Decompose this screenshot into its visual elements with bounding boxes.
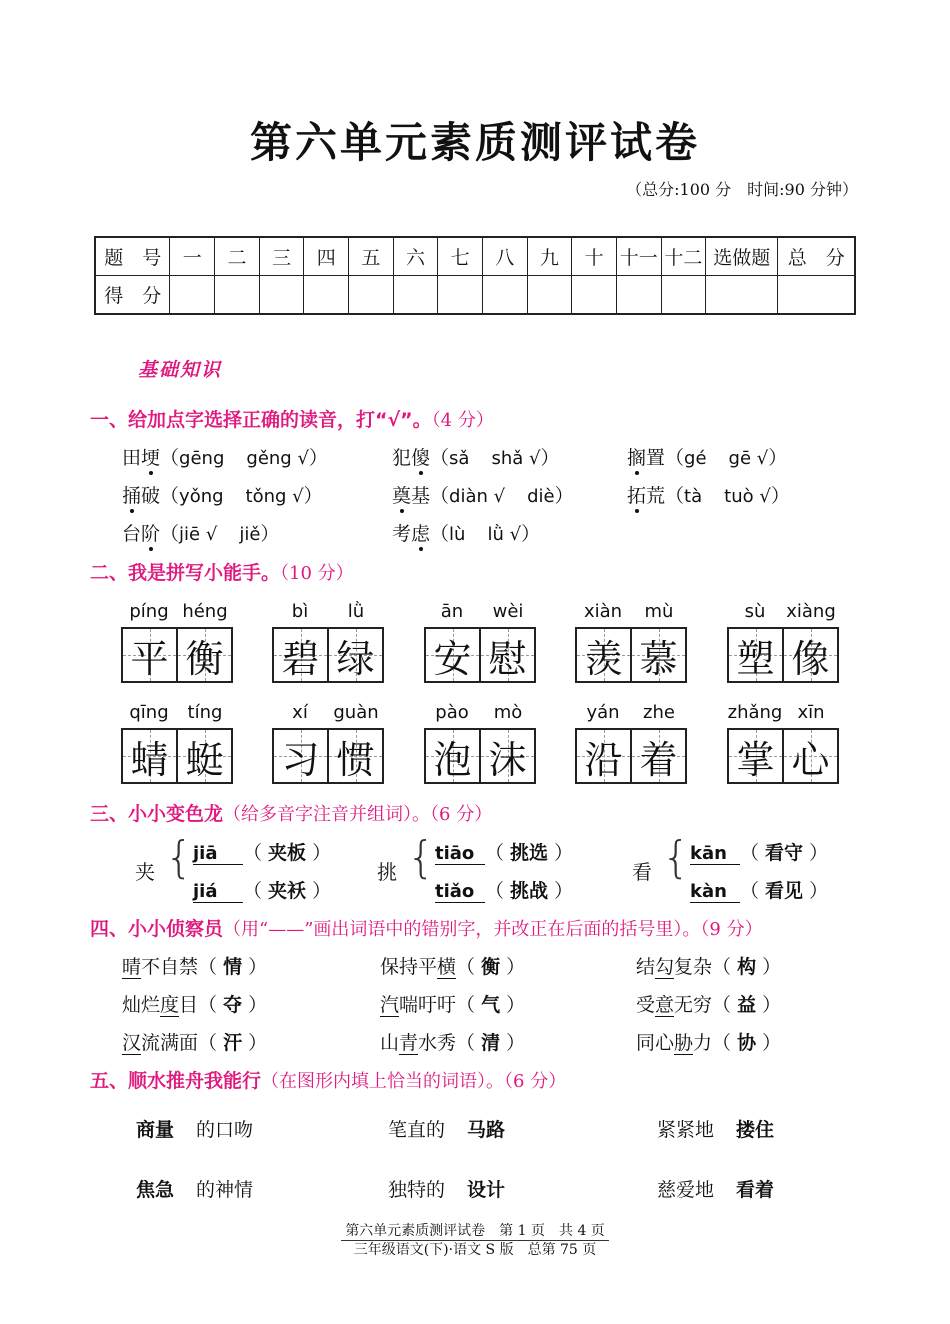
dotted-char: 拓 xyxy=(627,485,647,507)
written-char: 蜓 xyxy=(185,737,224,782)
pinyin-label: yán xyxy=(586,702,620,723)
correction: 构 xyxy=(737,956,757,978)
paren: （ xyxy=(456,956,482,978)
paren: （ xyxy=(198,994,224,1016)
option-a: diàn √ xyxy=(449,486,506,507)
word-answer: 挑战 xyxy=(510,880,549,902)
score-table-header-cell: 四 xyxy=(304,237,349,276)
paren: ） xyxy=(756,956,782,978)
written-char: 碧 xyxy=(281,636,320,681)
word-char: 荒 xyxy=(646,485,666,507)
correction: 汗 xyxy=(223,1032,243,1054)
page-title: 第六单元素质测评试卷 xyxy=(249,118,700,167)
grid-cell xyxy=(327,730,382,782)
score-cell[interactable] xyxy=(438,276,483,315)
option-b: tǒng √ xyxy=(245,486,304,507)
q5-title: 五、顺水推舟我能行 xyxy=(90,1070,262,1092)
grid-cell xyxy=(782,629,837,681)
brace: { xyxy=(165,832,193,883)
polyphone-char: 挑 xyxy=(377,860,397,884)
q5-score: 。（6 分） xyxy=(486,1071,567,1092)
q3-score: 。（6 分） xyxy=(412,804,493,825)
score-cell[interactable] xyxy=(527,276,572,315)
q3-note: （给多音字注音并组词） xyxy=(223,804,413,825)
paren: （ xyxy=(198,956,224,978)
score-table-header-cell: 十二 xyxy=(661,237,706,276)
wrong-char: 青 xyxy=(399,1032,419,1054)
word-part: 保持平 xyxy=(380,956,438,978)
fill-answer: 设计 xyxy=(467,1179,506,1201)
fill-answer: 焦急 xyxy=(136,1179,175,1201)
q4-item xyxy=(380,1028,525,1055)
score-table-header-cell: 十 xyxy=(572,237,617,276)
paren: ） xyxy=(306,842,332,864)
writing-box xyxy=(272,728,384,784)
option-b: diè xyxy=(527,486,555,507)
paren: ） xyxy=(770,485,790,507)
q5-item xyxy=(388,1175,505,1202)
word-char: 犯 xyxy=(392,447,412,469)
score-table-header-cell: 九 xyxy=(527,237,572,276)
q5-heading xyxy=(90,1066,566,1093)
written-char: 蜻 xyxy=(130,737,169,782)
word-part: 目 xyxy=(179,994,199,1016)
word-part: 山 xyxy=(380,1032,400,1054)
wrong-char: 胁 xyxy=(674,1032,694,1054)
q4-item xyxy=(636,952,781,979)
score-table-header-cell: 七 xyxy=(438,237,483,276)
word-part: 同心 xyxy=(636,1032,675,1054)
word-part: 力 xyxy=(693,1032,713,1054)
grid-cell xyxy=(176,629,231,681)
brace: { xyxy=(662,832,690,883)
written-char: 沫 xyxy=(488,737,527,782)
word-char: 置 xyxy=(646,447,666,469)
score-cell[interactable] xyxy=(349,276,394,315)
paren: ） xyxy=(308,447,328,469)
q4-item xyxy=(122,990,267,1017)
writing-box xyxy=(121,627,233,683)
word-char: 台 xyxy=(122,523,142,545)
dotted-char: 虑 xyxy=(411,523,431,545)
wrong-char: 晴 xyxy=(122,956,142,978)
polyphone-line xyxy=(690,876,828,903)
correction: 益 xyxy=(737,994,757,1016)
word-part: 结 xyxy=(636,956,656,978)
wrong-char: 度 xyxy=(160,994,180,1016)
paren: （ xyxy=(243,842,269,864)
written-char: 慰 xyxy=(488,636,527,681)
pinyin-answer: tiǎo xyxy=(435,881,485,903)
option-a: gé xyxy=(684,448,707,469)
score-table-header-cell: 五 xyxy=(349,237,394,276)
score-cell[interactable] xyxy=(170,276,215,315)
wrong-char: 勾 xyxy=(655,956,675,978)
q5-item xyxy=(657,1175,774,1202)
grid-cell xyxy=(426,730,479,782)
option-b: lǜ √ xyxy=(487,524,522,545)
q3-heading xyxy=(90,799,492,826)
writing-box xyxy=(424,627,536,683)
pinyin-label: héng xyxy=(182,601,228,622)
paren: ） xyxy=(242,956,268,978)
written-char: 习 xyxy=(281,737,320,782)
pinyin-answer: jiā xyxy=(193,843,243,865)
option-b: tuò √ xyxy=(724,486,771,507)
option-a: sǎ xyxy=(449,448,470,469)
writing-box xyxy=(121,728,233,784)
q2-heading xyxy=(90,558,354,585)
q1-score: （4 分） xyxy=(431,410,494,431)
polyphone-line xyxy=(435,876,573,903)
paren: ） xyxy=(521,523,541,545)
grid-cell xyxy=(123,730,176,782)
pinyin-label: pào xyxy=(435,702,469,723)
option-a: tà xyxy=(684,486,703,507)
paren: （ xyxy=(160,447,180,469)
word-answer: 看守 xyxy=(765,842,804,864)
q4-heading xyxy=(90,914,763,941)
q4-item xyxy=(122,952,267,979)
word-part: 灿烂 xyxy=(122,994,161,1016)
score-table-header-cell: 题 号 xyxy=(95,237,170,276)
score-table-header-row xyxy=(95,237,855,276)
paren: （ xyxy=(160,523,180,545)
word-char: 破 xyxy=(141,485,161,507)
word-char: 田 xyxy=(122,447,142,469)
wrong-char: 意 xyxy=(655,994,675,1016)
paren: （ xyxy=(198,1032,224,1054)
dotted-char: 捅 xyxy=(122,485,142,507)
exam-meta: （总分:100 分 时间:90 分钟） xyxy=(626,180,858,199)
q4-score: 。（9 分） xyxy=(682,919,763,940)
word-part: 复杂 xyxy=(674,956,713,978)
pinyin-answer: kàn xyxy=(690,881,740,903)
wrong-char: 横 xyxy=(437,956,457,978)
grid-cell xyxy=(729,629,782,681)
score-table-score-row xyxy=(95,276,855,315)
pinyin-answer: kān xyxy=(690,843,740,865)
correction: 衡 xyxy=(481,956,501,978)
written-char: 塑 xyxy=(736,636,775,681)
correction: 情 xyxy=(223,956,243,978)
q1-title: 一、给加点字选择正确的读音，打“√”。 xyxy=(90,409,432,431)
pinyin-label: mù xyxy=(644,601,674,622)
paren: ） xyxy=(500,994,526,1016)
grid-cell xyxy=(426,629,479,681)
paren: ） xyxy=(756,994,782,1016)
score-table-header-cell: 一 xyxy=(170,237,215,276)
written-char: 心 xyxy=(791,737,830,782)
word-part: 水秀 xyxy=(418,1032,457,1054)
option-a: yǒng xyxy=(179,486,224,507)
polyphone-char: 看 xyxy=(632,860,652,884)
pinyin-label: píng xyxy=(129,601,169,622)
paren: （ xyxy=(665,447,685,469)
brace: { xyxy=(407,832,435,883)
q2-score: （10 分） xyxy=(280,563,354,584)
pinyin-label: xiàn xyxy=(583,601,623,622)
footer xyxy=(0,1222,950,1259)
dotted-char: 埂 xyxy=(141,447,161,469)
wrong-char: 汽 xyxy=(380,994,400,1016)
grid-cell xyxy=(479,730,534,782)
word-part: 喘吁吁 xyxy=(399,994,457,1016)
grid-cell xyxy=(782,730,837,782)
paren: ） xyxy=(768,447,788,469)
grid-cell xyxy=(729,730,782,782)
paren: （ xyxy=(740,880,766,902)
score-cell[interactable] xyxy=(259,276,304,315)
written-char: 平 xyxy=(130,636,169,681)
score-cell[interactable] xyxy=(304,276,349,315)
pinyin-label: ān xyxy=(440,601,464,622)
written-char: 慕 xyxy=(639,636,678,681)
q3-title: 三、小小变色龙 xyxy=(90,803,224,825)
fill-answer: 商量 xyxy=(136,1119,175,1141)
fill-answer: 马路 xyxy=(467,1119,506,1141)
score-cell[interactable] xyxy=(572,276,617,315)
written-char: 绿 xyxy=(336,636,375,681)
grid-cell xyxy=(577,730,630,782)
writing-box xyxy=(575,728,687,784)
q1-item xyxy=(122,519,279,546)
score-cell[interactable] xyxy=(661,276,706,315)
written-char: 安 xyxy=(433,636,472,681)
paren: ） xyxy=(260,523,280,545)
polyphone-char: 夹 xyxy=(135,860,155,884)
paren: （ xyxy=(712,1032,738,1054)
paren: （ xyxy=(456,994,482,1016)
word-part: 不自禁 xyxy=(141,956,199,978)
q4-title: 四、小小侦察员 xyxy=(90,918,224,940)
paren: ） xyxy=(548,880,574,902)
option-b: shǎ √ xyxy=(491,448,541,469)
paren: ） xyxy=(306,880,332,902)
grid-cell xyxy=(176,730,231,782)
dotted-char: 搁 xyxy=(627,447,647,469)
written-char: 沿 xyxy=(584,737,623,782)
word-part: 慈爱地 xyxy=(657,1179,715,1201)
q4-item xyxy=(380,990,525,1017)
polyphone-line xyxy=(435,838,573,865)
score-table-header-cell: 十一 xyxy=(616,237,661,276)
pinyin-label: bì xyxy=(291,601,309,622)
paren: （ xyxy=(456,1032,482,1054)
paren: ） xyxy=(242,1032,268,1054)
q1-item xyxy=(122,443,328,470)
q5-item xyxy=(136,1175,253,1202)
correction: 夺 xyxy=(223,994,243,1016)
grid-cell xyxy=(327,629,382,681)
pinyin-label: sù xyxy=(744,601,766,622)
pinyin-label: lǜ xyxy=(347,601,365,622)
pinyin-label: xiàng xyxy=(786,601,836,622)
writing-box xyxy=(424,728,536,784)
word-part: 独特的 xyxy=(388,1179,446,1201)
writing-box xyxy=(727,728,839,784)
q4-item xyxy=(122,1028,267,1055)
pinyin-label: wèi xyxy=(492,601,524,622)
correction: 协 xyxy=(737,1032,757,1054)
paren: ） xyxy=(756,1032,782,1054)
dotted-char: 傻 xyxy=(411,447,431,469)
paren: ） xyxy=(548,842,574,864)
word-answer: 夹板 xyxy=(268,842,307,864)
fill-answer: 搂住 xyxy=(736,1119,775,1141)
paren: ） xyxy=(803,880,829,902)
wrong-char: 汉 xyxy=(122,1032,142,1054)
grid-cell xyxy=(123,629,176,681)
word-char: 基 xyxy=(411,485,431,507)
pinyin-answer: tiāo xyxy=(435,843,485,865)
written-char: 掌 xyxy=(736,737,775,782)
option-a: jiē √ xyxy=(179,524,218,545)
score-table-header-cell: 六 xyxy=(393,237,438,276)
score-cell[interactable] xyxy=(215,276,260,315)
written-char: 着 xyxy=(639,737,678,782)
written-char: 泡 xyxy=(433,737,472,782)
score-cell[interactable] xyxy=(482,276,527,315)
paren: （ xyxy=(430,485,450,507)
word-part: 流满面 xyxy=(141,1032,199,1054)
q4-item xyxy=(636,1028,781,1055)
dotted-char: 阶 xyxy=(141,523,161,545)
grid-cell xyxy=(577,629,630,681)
paren: ） xyxy=(303,485,323,507)
q4-item xyxy=(636,990,781,1017)
word-answer: 挑选 xyxy=(510,842,549,864)
score-table-header-cell: 三 xyxy=(259,237,304,276)
polyphone-line xyxy=(193,876,331,903)
grid-cell xyxy=(274,629,327,681)
q1-item xyxy=(392,443,560,470)
word-part: 紧紧地 xyxy=(657,1119,715,1141)
written-char: 惯 xyxy=(336,737,375,782)
word-answer: 夹袄 xyxy=(268,880,307,902)
correction: 气 xyxy=(481,994,501,1016)
option-b: gē √ xyxy=(728,448,769,469)
score-table-header-cell: 选做题 xyxy=(706,237,778,276)
score-table-row-label: 得 分 xyxy=(95,276,170,315)
pinyin-label: tíng xyxy=(187,702,223,723)
pinyin-label: mò xyxy=(493,702,523,723)
pinyin-label: xí xyxy=(292,702,308,723)
q1-item xyxy=(392,481,574,508)
q5-note: （在图形内填上恰当的词语） xyxy=(261,1071,487,1092)
word-part: 受 xyxy=(636,994,656,1016)
paren: （ xyxy=(485,880,511,902)
word-answer: 看见 xyxy=(765,880,804,902)
score-cell[interactable] xyxy=(393,276,438,315)
paren: （ xyxy=(740,842,766,864)
q5-item xyxy=(136,1115,253,1142)
word-part: 的神情 xyxy=(196,1179,254,1201)
pinyin-label: guàn xyxy=(333,702,379,723)
written-char: 羡 xyxy=(584,636,623,681)
pinyin-label: zhǎng xyxy=(727,702,783,723)
written-char: 像 xyxy=(791,636,830,681)
score-table-header-cell: 总 分 xyxy=(778,237,855,276)
q1-item xyxy=(627,481,790,508)
footer-line-2: 三年级语文(下)·语文 S 版 总第 75 页 xyxy=(353,1242,597,1258)
grid-cell xyxy=(630,730,685,782)
pinyin-label: qīng xyxy=(129,702,169,723)
paren: （ xyxy=(430,523,450,545)
score-cell[interactable] xyxy=(706,276,778,315)
pinyin-answer: jiá xyxy=(193,881,243,903)
paren: ） xyxy=(500,1032,526,1054)
q2-title: 二、我是拼写小能手。 xyxy=(90,562,281,584)
paren: ） xyxy=(803,842,829,864)
option-b: jiě xyxy=(239,524,261,545)
grid-cell xyxy=(479,629,534,681)
paren: ） xyxy=(500,956,526,978)
fill-answer: 看着 xyxy=(736,1179,775,1201)
paren: ） xyxy=(554,485,574,507)
score-table-header-cell: 八 xyxy=(482,237,527,276)
paren: （ xyxy=(485,842,511,864)
polyphone-line xyxy=(193,838,331,865)
option-b: gěng √ xyxy=(246,448,309,469)
pinyin-label: zhe xyxy=(643,702,675,723)
paren: ） xyxy=(540,447,560,469)
word-part: 的口吻 xyxy=(196,1119,254,1141)
paren: ） xyxy=(242,994,268,1016)
writing-box xyxy=(272,627,384,683)
correction: 清 xyxy=(481,1032,501,1054)
score-table-header-cell: 二 xyxy=(215,237,260,276)
paren: （ xyxy=(665,485,685,507)
paren: （ xyxy=(160,485,180,507)
pinyin-label: xīn xyxy=(797,702,825,723)
option-a: gēng xyxy=(179,448,225,469)
paren: （ xyxy=(243,880,269,902)
q5-item xyxy=(388,1115,505,1142)
q1-item xyxy=(392,519,540,546)
dotted-char: 奠 xyxy=(392,485,412,507)
word-char: 考 xyxy=(392,523,412,545)
writing-box xyxy=(727,627,839,683)
q1-item xyxy=(122,481,323,508)
option-a: lù xyxy=(449,524,466,545)
footer-line-1: 第六单元素质测评试卷 第 1 页 共 4 页 xyxy=(341,1222,609,1241)
written-char: 衡 xyxy=(185,636,224,681)
grid-cell xyxy=(274,730,327,782)
q5-item xyxy=(657,1115,774,1142)
q4-note: （用“——”画出词语中的错别字，并改正在后面的括号里） xyxy=(223,919,683,940)
paren: （ xyxy=(712,994,738,1016)
q1-item xyxy=(627,443,787,470)
paren: （ xyxy=(430,447,450,469)
paren: （ xyxy=(712,956,738,978)
score-cell[interactable] xyxy=(778,276,855,315)
polyphone-line xyxy=(690,838,828,865)
score-cell[interactable] xyxy=(616,276,661,315)
q1-heading xyxy=(90,405,494,432)
word-part: 笔直的 xyxy=(388,1119,446,1141)
word-part: 无穷 xyxy=(674,994,713,1016)
writing-box xyxy=(575,627,687,683)
q4-item xyxy=(380,952,525,979)
score-table xyxy=(94,236,856,315)
section-tag: 基础知识 xyxy=(138,359,223,381)
grid-cell xyxy=(630,629,685,681)
